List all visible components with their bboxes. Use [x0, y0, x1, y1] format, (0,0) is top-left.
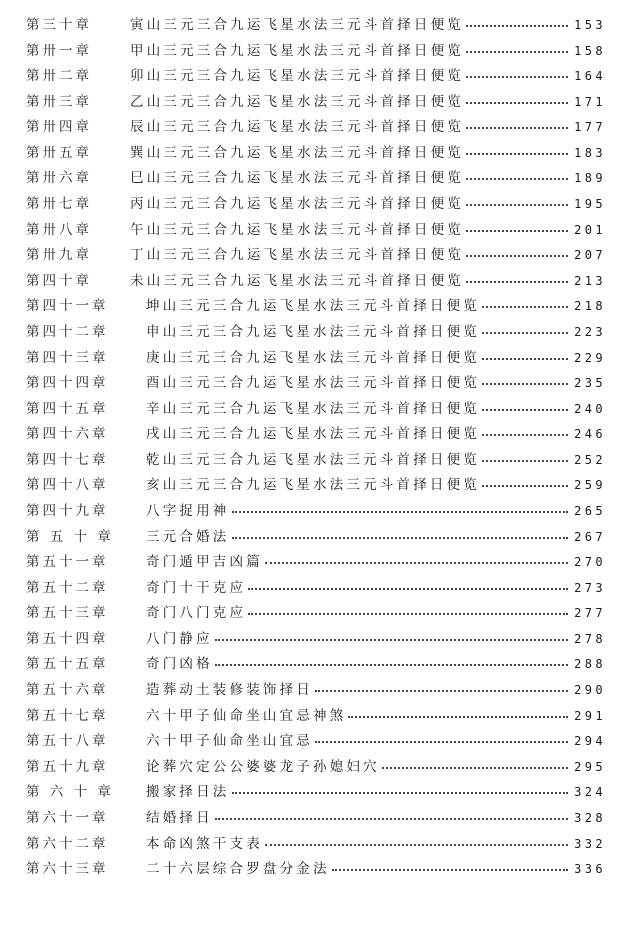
- page-number: 324: [572, 780, 606, 806]
- page-number: 153: [572, 13, 606, 39]
- chapter-title: 巳山三元三合九运飞星水法三元斗首择日便览: [130, 170, 464, 187]
- chapter-title: 申山三元三合九运飞星水法三元斗首择日便览: [146, 323, 480, 340]
- toc-entry: [26, 729, 606, 755]
- chapter-title: 八字捉用神: [146, 502, 230, 519]
- chapter-number: 第四十八章: [26, 477, 109, 494]
- chapter-number: 第六十三章: [26, 861, 109, 878]
- chapter-number: 第四十三章: [26, 349, 109, 366]
- chapter-number: 第卅六章: [26, 170, 92, 187]
- leader-dots: [466, 204, 568, 206]
- leader-dots: [482, 306, 568, 308]
- leader-dots: [482, 460, 568, 462]
- page-number: 213: [572, 269, 606, 295]
- leader-dots: [232, 511, 568, 513]
- page-number: 277: [572, 601, 606, 627]
- page-number: 288: [572, 652, 606, 678]
- leader-dots: [332, 869, 568, 871]
- toc-entry: [26, 166, 606, 192]
- chapter-number: 第 六 十 章: [26, 784, 114, 801]
- chapter-number: 第五十三章: [26, 605, 109, 622]
- leader-dots: [248, 588, 568, 590]
- chapter-title: 本命凶煞干支表: [146, 835, 263, 852]
- page-number: 332: [572, 832, 606, 858]
- chapter-title: 午山三元三合九运飞星水法三元斗首择日便览: [130, 221, 464, 238]
- toc-entry: [26, 652, 606, 678]
- toc-entry: [26, 346, 606, 372]
- toc-entry: [26, 832, 606, 858]
- toc-entry: [26, 448, 606, 474]
- toc-entry: [26, 422, 606, 448]
- page-number: 252: [572, 448, 606, 474]
- chapter-number: 第五十五章: [26, 656, 109, 673]
- chapter-number: 第五十八章: [26, 733, 109, 750]
- page-number: 218: [572, 294, 606, 320]
- page-number: 328: [572, 806, 606, 832]
- page-number: 164: [572, 64, 606, 90]
- chapter-number: 第四十七章: [26, 451, 109, 468]
- leader-dots: [466, 255, 568, 257]
- leader-dots: [482, 485, 568, 487]
- chapter-title: 六十甲子仙命坐山宜忌: [146, 733, 313, 750]
- chapter-title: 搬家择日法: [146, 784, 230, 801]
- chapter-number: 第卅三章: [26, 93, 92, 110]
- toc-entry: [26, 627, 606, 653]
- toc-entry: [26, 269, 606, 295]
- leader-dots: [382, 767, 568, 769]
- chapter-title: 卯山三元三合九运飞星水法三元斗首择日便览: [130, 68, 464, 85]
- toc-entry: [26, 39, 606, 65]
- page-number: 267: [572, 525, 606, 551]
- table-of-contents: [26, 13, 606, 883]
- leader-dots: [466, 230, 568, 232]
- page-number: 207: [572, 243, 606, 269]
- page-number: 270: [572, 550, 606, 576]
- chapter-number: 第四十章: [26, 272, 92, 289]
- page-number: 195: [572, 192, 606, 218]
- leader-dots: [265, 562, 568, 564]
- chapter-number: 第四十四章: [26, 375, 109, 392]
- chapter-title: 丙山三元三合九运飞星水法三元斗首择日便览: [130, 196, 464, 213]
- chapter-number: 第四十一章: [26, 298, 109, 315]
- toc-entry: [26, 371, 606, 397]
- leader-dots: [232, 792, 568, 794]
- chapter-title: 辛山三元三合九运飞星水法三元斗首择日便览: [146, 400, 480, 417]
- chapter-number: 第五十七章: [26, 707, 109, 724]
- leader-dots: [466, 25, 568, 27]
- toc-entry: [26, 320, 606, 346]
- page-number: 273: [572, 576, 606, 602]
- chapter-number: 第五十九章: [26, 758, 109, 775]
- chapter-number: 第 五 十 章: [26, 528, 114, 545]
- chapter-number: 第卅四章: [26, 119, 92, 136]
- chapter-number: 第四十五章: [26, 400, 109, 417]
- chapter-title: 甲山三元三合九运飞星水法三元斗首择日便览: [130, 42, 464, 59]
- toc-entry: [26, 397, 606, 423]
- chapter-title: 乾山三元三合九运飞星水法三元斗首择日便览: [146, 451, 480, 468]
- chapter-title: 亥山三元三合九运飞星水法三元斗首择日便览: [146, 477, 480, 494]
- chapter-title: 丁山三元三合九运飞星水法三元斗首择日便览: [130, 247, 464, 264]
- toc-entry: [26, 64, 606, 90]
- toc-entry: [26, 576, 606, 602]
- chapter-title: 戌山三元三合九运飞星水法三元斗首择日便览: [146, 426, 480, 443]
- toc-entry: [26, 499, 606, 525]
- chapter-title: 六十甲子仙命坐山宜忌神煞: [146, 707, 347, 724]
- chapter-number: 第四十九章: [26, 502, 109, 519]
- page-number: 171: [572, 90, 606, 116]
- chapter-number: 第五十四章: [26, 630, 109, 647]
- chapter-title: 巽山三元三合九运飞星水法三元斗首择日便览: [130, 144, 464, 161]
- toc-entry: [26, 218, 606, 244]
- leader-dots: [466, 178, 568, 180]
- chapter-title: 结婚择日: [146, 809, 213, 826]
- toc-entry: [26, 141, 606, 167]
- chapter-number: 第五十二章: [26, 579, 109, 596]
- chapter-number: 第卅五章: [26, 144, 92, 161]
- chapter-title: 寅山三元三合九运飞星水法三元斗首择日便览: [130, 17, 464, 33]
- toc-entry: [26, 857, 606, 883]
- leader-dots: [348, 716, 568, 718]
- page-number: 290: [572, 678, 606, 704]
- leader-dots: [466, 102, 568, 104]
- page-number: 201: [572, 218, 606, 244]
- chapter-title: 三元合婚法: [146, 528, 230, 545]
- toc-entry: [26, 243, 606, 269]
- chapter-title: 奇门十干克应: [146, 579, 247, 596]
- toc-entry: [26, 192, 606, 218]
- page-number: 246: [572, 422, 606, 448]
- chapter-title: 八门静应: [146, 630, 213, 647]
- chapter-title: 论葬穴定公公婆婆龙子孙媳妇穴: [146, 758, 380, 775]
- leader-dots: [482, 332, 568, 334]
- toc-entry: [26, 780, 606, 806]
- leader-dots: [315, 741, 568, 743]
- page-number: 294: [572, 729, 606, 755]
- leader-dots: [482, 434, 568, 436]
- chapter-title: 辰山三元三合九运飞星水法三元斗首择日便览: [130, 119, 464, 136]
- toc-entry: [26, 115, 606, 141]
- chapter-title: 乙山三元三合九运飞星水法三元斗首择日便览: [130, 93, 464, 110]
- chapter-title: 奇门八门克应: [146, 605, 247, 622]
- page-number: 259: [572, 473, 606, 499]
- leader-dots: [232, 537, 568, 539]
- toc-entry: [26, 525, 606, 551]
- toc-entry: [26, 90, 606, 116]
- toc-entry: [26, 678, 606, 704]
- leader-dots: [315, 690, 568, 692]
- chapter-number: 第六十二章: [26, 835, 109, 852]
- page-number: 278: [572, 627, 606, 653]
- chapter-title: 庚山三元三合九运飞星水法三元斗首择日便览: [146, 349, 480, 366]
- chapter-title: 坤山三元三合九运飞星水法三元斗首择日便览: [146, 298, 480, 315]
- leader-dots: [466, 51, 568, 53]
- page-number: 265: [572, 499, 606, 525]
- chapter-number: 第五十六章: [26, 682, 109, 699]
- chapter-title: 酉山三元三合九运飞星水法三元斗首择日便览: [146, 375, 480, 392]
- toc-entry: [26, 550, 606, 576]
- chapter-number: 第四十二章: [26, 323, 109, 340]
- toc-entry: [26, 755, 606, 781]
- toc-entry: [26, 704, 606, 730]
- chapter-title: 未山三元三合九运飞星水法三元斗首择日便览: [130, 272, 464, 289]
- leader-dots: [482, 358, 568, 360]
- chapter-number: 第五十一章: [26, 554, 109, 571]
- chapter-number: 第卅二章: [26, 68, 92, 85]
- leader-dots: [265, 844, 568, 846]
- chapter-number: 第卅一章: [26, 42, 92, 59]
- chapter-number: 第卅八章: [26, 221, 92, 238]
- leader-dots: [466, 127, 568, 129]
- chapter-number: 第四十六章: [26, 426, 109, 443]
- leader-dots: [466, 76, 568, 78]
- page-number: 189: [572, 166, 606, 192]
- page-number: 183: [572, 141, 606, 167]
- page-number: 240: [572, 397, 606, 423]
- toc-entry: [26, 294, 606, 320]
- leader-dots: [466, 281, 568, 283]
- page-number: 295: [572, 755, 606, 781]
- leader-dots: [248, 613, 568, 615]
- chapter-number: 第卅九章: [26, 247, 92, 264]
- page-number: 177: [572, 115, 606, 141]
- page-number: 223: [572, 320, 606, 346]
- page-number: 229: [572, 346, 606, 372]
- chapter-title: 奇门遁甲吉凶篇: [146, 554, 263, 571]
- toc-entry: [26, 601, 606, 627]
- chapter-title: 二十六层综合罗盘分金法: [146, 861, 330, 878]
- chapter-number: 第三十章: [26, 17, 92, 33]
- toc-entry: [26, 806, 606, 832]
- page-number: 158: [572, 39, 606, 65]
- leader-dots: [215, 664, 568, 666]
- leader-dots: [215, 639, 568, 641]
- toc-entry: [26, 13, 606, 39]
- toc-entry: [26, 473, 606, 499]
- leader-dots: [482, 383, 568, 385]
- chapter-number: 第卅七章: [26, 196, 92, 213]
- leader-dots: [482, 409, 568, 411]
- chapter-title: 造葬动土装修装饰择日: [146, 682, 313, 699]
- chapter-number: 第六十一章: [26, 809, 109, 826]
- chapter-title: 奇门凶格: [146, 656, 213, 673]
- leader-dots: [466, 153, 568, 155]
- page-number: 291: [572, 704, 606, 730]
- page-number: 336: [572, 857, 606, 883]
- leader-dots: [215, 818, 568, 820]
- page-number: 235: [572, 371, 606, 397]
